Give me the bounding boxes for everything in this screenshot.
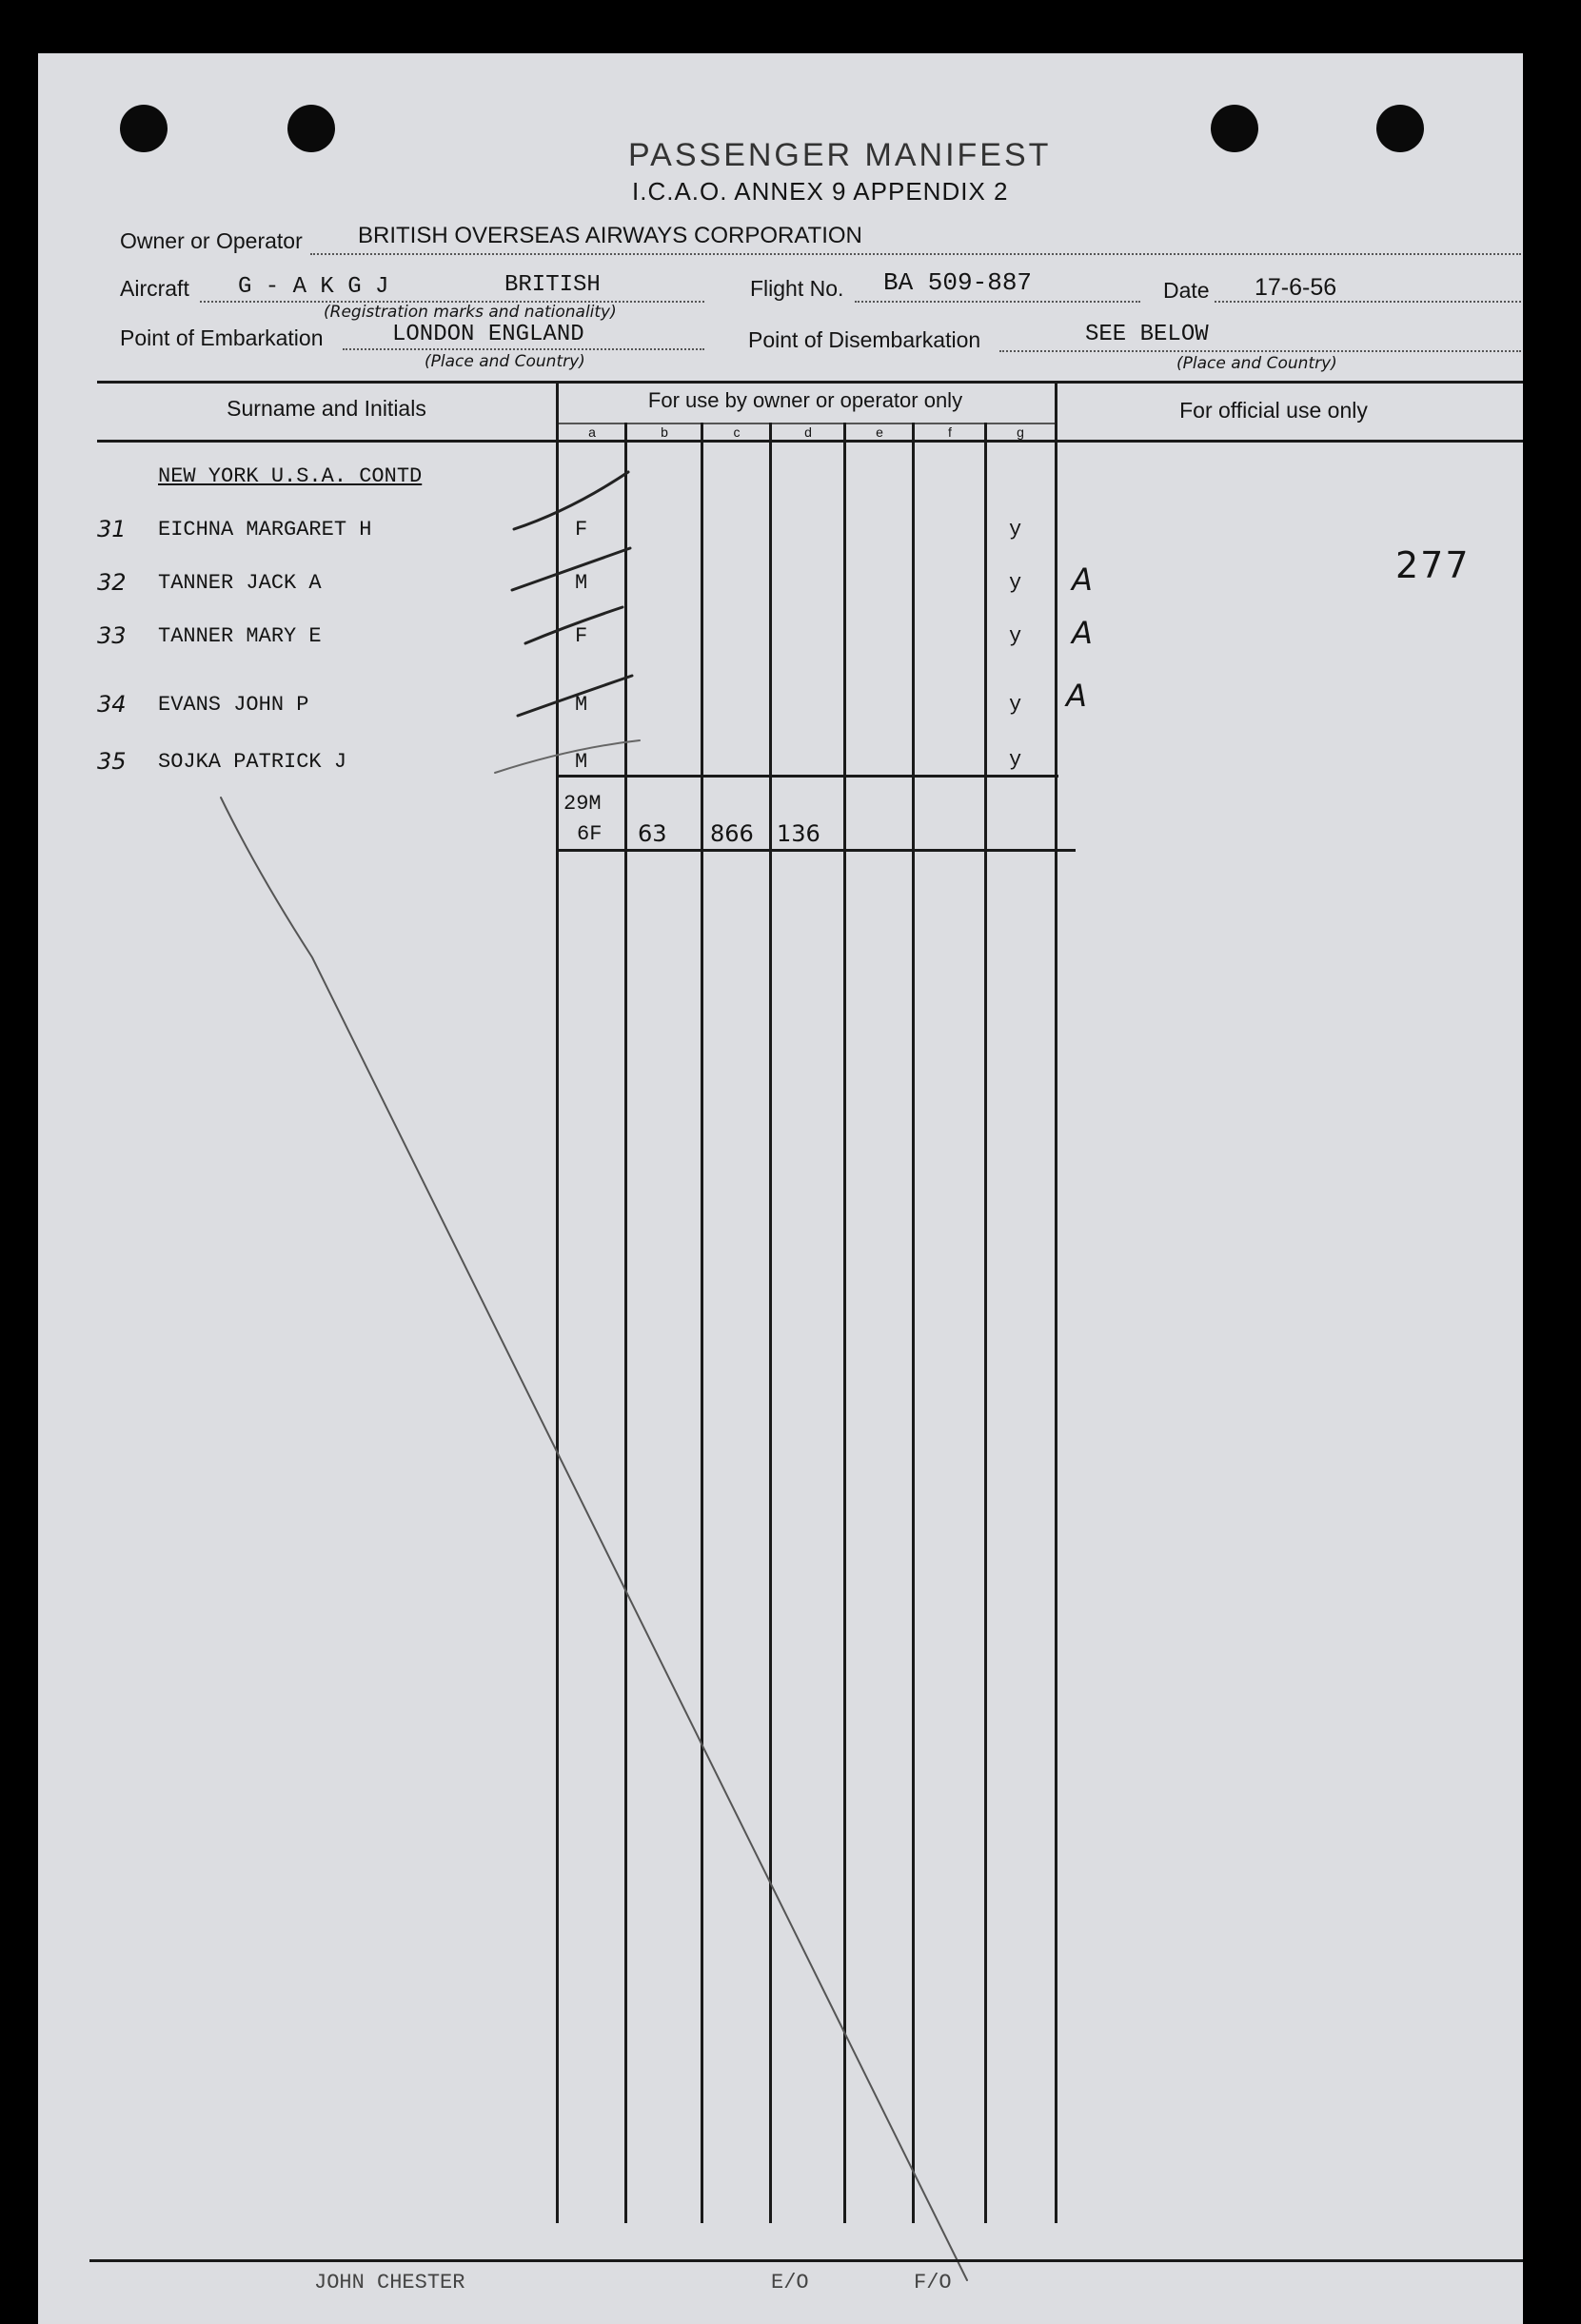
owner-value: BRITISH OVERSEAS AIRWAYS CORPORATION [358,223,862,248]
passenger-name: SOJKA PATRICK J [158,750,347,774]
aircraft-label: Aircraft [120,276,189,301]
official-column-header: For official use only [1179,398,1368,423]
embarkation-note: (Place and Country) [425,352,585,371]
embarkation-label: Point of Embarkation [120,325,324,350]
passenger-sex: M [575,693,588,717]
surname-column-header: Surname and Initials [227,396,426,421]
aircraft-registration: G - A K G J [238,274,389,300]
subcolumn-f: f [948,424,952,440]
owner-label: Owner or Operator [120,228,303,253]
disembarkation-label: Point of Disembarkation [748,327,981,352]
check-mark [512,548,630,590]
flight-number: BA 509-887 [883,268,1033,297]
passenger-flag-g: y [1009,693,1022,717]
passenger-name: TANNER MARY E [158,624,322,648]
total-female: 6F [577,822,603,846]
passenger-flag-g: y [1009,518,1022,542]
subcolumn-d: d [804,424,812,440]
footer-field-1: E/O [771,2271,809,2294]
form-subtitle: I.C.A.O. ANNEX 9 APPENDIX 2 [632,177,1009,206]
date-label: Date [1163,278,1210,303]
total-b: 63 [638,820,667,847]
subcolumn-c: c [733,424,741,440]
row-number: 35 [97,748,127,775]
footer-field-2: F/O [914,2271,952,2294]
total-male: 29M [563,792,602,816]
check-mark [495,740,640,773]
row-number: 32 [97,569,127,596]
passenger-name: TANNER JACK A [158,571,322,595]
flight-label: Flight No. [750,276,844,301]
aircraft-note: (Registration marks and nationality) [324,303,617,322]
section-heading: NEW YORK U.S.A. CONTD [158,464,423,488]
embarkation-value: LONDON ENGLAND [392,322,584,347]
passenger-flag-g: y [1009,748,1022,772]
total-d: 136 [777,820,820,847]
form-title: PASSENGER MANIFEST [628,137,1052,173]
passenger-sex: M [575,571,588,595]
owner-column-header: For use by owner or operator only [647,388,963,412]
passenger-name: EICHNA MARGARET H [158,518,372,542]
subcolumn-e: e [876,424,883,440]
row-number: 34 [97,691,127,718]
passenger-name: EVANS JOHN P [158,693,309,717]
passenger-flag-g: y [1009,624,1022,648]
check-mark [525,607,623,643]
disembarkation-value: SEE BELOW [1085,322,1209,347]
subcolumn-b: b [661,424,668,440]
official-mark: A [1066,678,1087,714]
passenger-sex: M [575,750,588,774]
date-value: 17-6-56 [1255,274,1337,301]
passenger-flag-g: y [1009,571,1022,595]
footer-signature: JOHN CHESTER [314,2271,465,2294]
check-mark [518,676,632,716]
manifest-sheet [38,53,1523,2324]
official-mark: A [1072,561,1093,598]
cancel-line [221,798,967,2280]
footer-rule [89,2259,1523,2262]
row-number: 31 [97,516,127,542]
total-c: 866 [710,820,754,847]
aircraft-nationality: BRITISH [504,272,601,298]
disembarkation-note: (Place and Country) [1176,354,1337,373]
row-number: 33 [97,622,127,649]
passenger-sex: F [575,518,588,542]
subcolumn-a: a [588,424,596,440]
pen-strokes [38,53,1523,2324]
passenger-sex: F [575,624,588,648]
official-number: 277 [1395,544,1471,586]
official-mark: A [1072,615,1093,651]
subcolumn-g: g [1017,424,1024,440]
check-mark [514,472,628,529]
